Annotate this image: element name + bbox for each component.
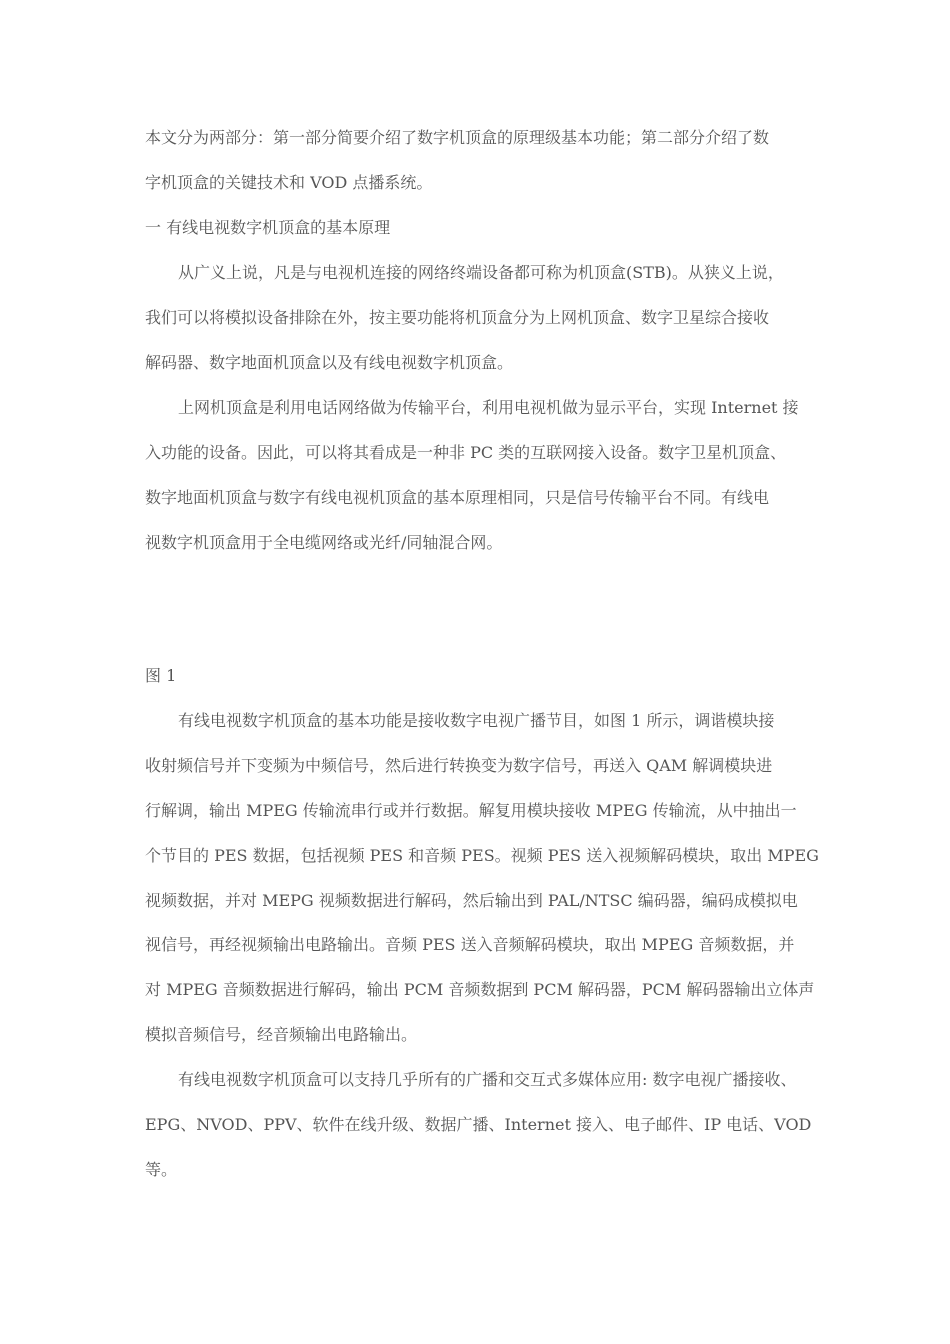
para3-line-5: 视频数据，并对 MEPG 视频数据进行解码，然后输出到 PAL/NTSC 编码器，编码成模拟电 <box>145 891 798 910</box>
section-heading: 一 有线电视数字机顶盒的基本原理 <box>145 218 391 237</box>
para1-line-1: 从广义上说，凡是与电视机连接的网络终端设备都可称为机顶盒(STB)。从狭义上说， <box>178 263 784 282</box>
para4-line-2: EPG、NVOD、PPV、软件在线升级、数据广播、Internet 接入、电子邮件、IP 电话、VOD <box>145 1115 812 1134</box>
para1-line-2: 我们可以将模拟设备排除在外，按主要功能将机顶盒分为上网机顶盒、数字卫星综合接收 <box>145 308 770 327</box>
para2-line-4: 视数字机顶盒用于全电缆网络或光纤/同轴混合网。 <box>145 533 503 552</box>
intro-line-1: 本文分为两部分：第一部分简要介绍了数字机顶盒的原理级基本功能；第二部分介绍了数 <box>145 128 770 147</box>
para2-line-2: 入功能的设备。因此，可以将其看成是一种非 PC 类的互联网接入设备。数字卫星机顶盒、 <box>145 443 787 462</box>
para3-line-1: 有线电视数字机顶盒的基本功能是接收数字电视广播节目，如图 1 所示，调谐模块接 <box>178 711 775 730</box>
intro-line-2: 字机顶盒的关键技术和 VOD 点播系统。 <box>145 173 433 192</box>
para2-line-3: 数字地面机顶盒与数字有线电视机顶盒的基本原理相同，只是信号传输平台不同。有线电 <box>145 488 770 507</box>
para4-line-1: 有线电视数字机顶盒可以支持几乎所有的广播和交互式多媒体应用: 数字电视广播接收、 <box>178 1070 797 1089</box>
para3-line-4: 个节目的 PES 数据，包括视频 PES 和音频 PES。视频 PES 送入视频解码模块，取出 MPEG <box>145 846 819 865</box>
figure-label: 图 1 <box>145 666 177 685</box>
para3-line-2: 收射频信号并下变频为中频信号，然后进行转换变为数字信号，再送入 QAM 解调模块进 <box>145 756 773 775</box>
para1-line-3: 解码器、数字地面机顶盒以及有线电视数字机顶盒。 <box>145 353 514 372</box>
para4-line-3: 等。 <box>145 1160 178 1179</box>
para2-line-1: 上网机顶盒是利用电话网络做为传输平台，利用电视机做为显示平台，实现 Internet 接 <box>178 398 799 417</box>
para3-line-3: 行解调，输出 MPEG 传输流串行或并行数据。解复用模块接收 MPEG 传输流，从中抽出一 <box>145 801 797 820</box>
para3-line-7: 对 MPEG 音频数据进行解码，输出 PCM 音频数据到 PCM 解码器，PCM 解码器输出立体声 <box>145 980 815 999</box>
para3-line-8: 模拟音频信号，经音频输出电路输出。 <box>145 1025 418 1044</box>
para3-line-6: 视信号，再经视频输出电路输出。音频 PES 送入音频解码模块，取出 MPEG 音频数据，并 <box>145 935 795 954</box>
